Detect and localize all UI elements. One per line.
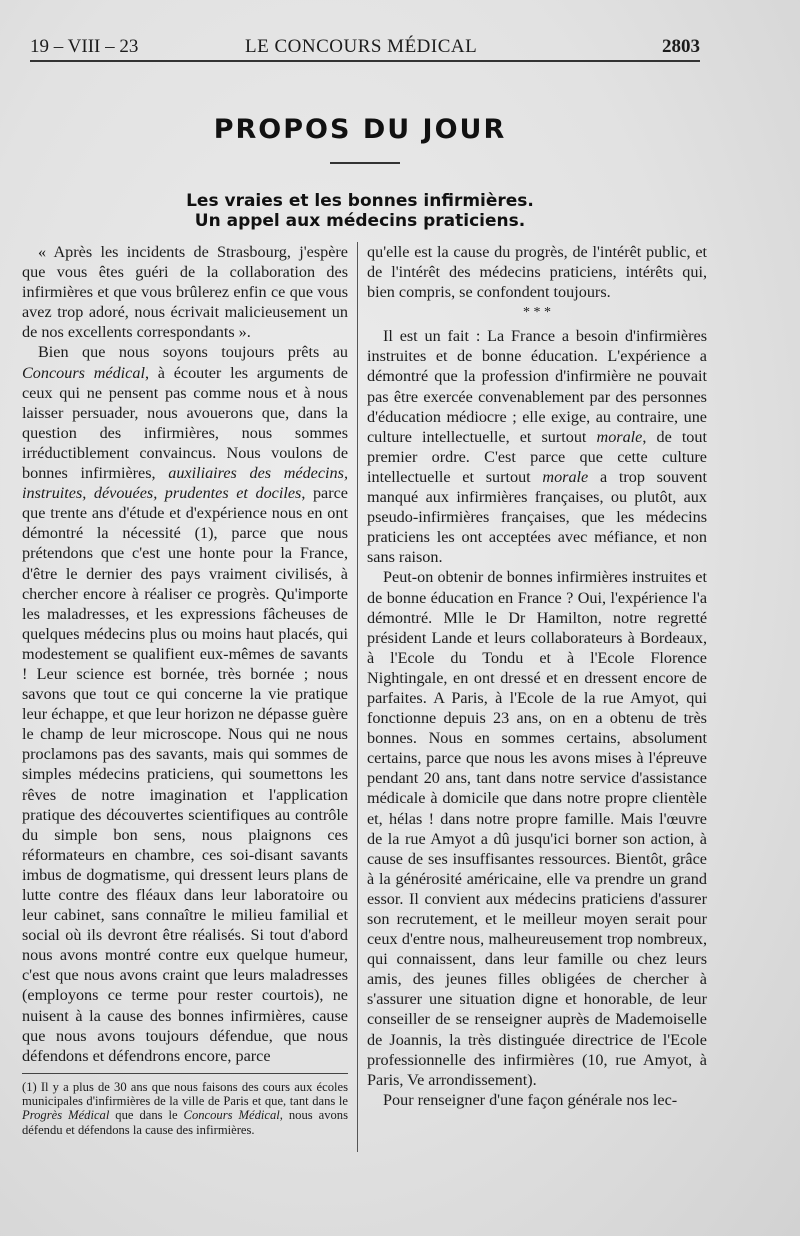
article-subtitle-line-2: Un appel aux médecins praticiens. xyxy=(194,211,526,231)
section-separator: * * * xyxy=(523,305,551,321)
column-divider xyxy=(357,242,358,1152)
journal-name: LE CONCOURS MÉDICAL xyxy=(245,36,478,57)
page-header xyxy=(30,36,700,62)
paragraph: « Après les incidents de Strasbourg, j'espère que vous êtes guéri de la collaboration des infirmières et que vous brûlerez enfin ce que vous avez trop adoré, nous écrivait malicieusement un de nos excellents correspondants ». xyxy=(22,243,348,342)
section-title: PROPOS DU JOUR xyxy=(213,114,507,145)
left-column xyxy=(22,242,348,1066)
right-column xyxy=(367,242,707,1110)
paragraph: qu'elle est la cause du progrès, de l'intérêt public, et de l'intérêt des médecins praticiens, intérêts qui, bien compris, se confondent toujours. xyxy=(367,243,707,302)
title-divider xyxy=(330,162,400,164)
paragraph: Bien que nous soyons toujours prêts au Concours médical, à écouter les arguments de ceux qui ne pensent pas comme nous et à nous laisser persuader, nous avouerons que, dans la question des infirmières, nous sommes irréductiblement convaincus. Nous voulons de bonnes infirmières, auxiliaires des médecins, instruites, dévouées, prudentes et dociles, parce que trente ans d'étude et d'expérience nous en ont démontré la nécessité (1), parce que nous prétendons que c'est une honte pour la France, d'être le dernier des pays vraiment civilisés, à chercher encore à réaliser ce progrès. Qu'importe les maladresses, et les expressions fâcheuses de quelques médecins plus ou moins haut placés, qui modestement se qualifient eux-mêmes de savants ! Leur science est bornée, très bornée ; nous savons que tout ce qui concerne la vie pratique leur échappe, et que leur horizon ne dépasse guère le champ de leur microscope. Nous qui ne nous proclamons pas des savants, mais qui sommes de simples médecins praticiens, qui soumettons les rêves de notre imagination et l'application pratique des découvertes scientifiques au contrôle du simple bon sens, nous plaignons ces réformateurs en chambre, ces soi-disant savants imbus de dogmatisme, qui dressent leurs plans de lutte contre des fléaux dans leur laboratoire ou leur cabinet, sans connaître le milieu familial et social où ils devront être réalisés. Si tout d'abord nous avons montré contre eux quelque humeur, c'est que nous avons craint que leurs maladresses (employons ce terme pour rester courtois), ne nuisent à la cause des bonnes infirmières, cause que nous avons toujours défendue, que nous défendons et défendrons encore, parce xyxy=(22,343,348,1065)
footnote: (1) Il y a plus de 30 ans que nous faisons des cours aux écoles municipales d'infirmières de la ville de Paris et que, tant dans le Progrès Médical que dans le Concours Médical, nous avons défendu et défendons la cause des infirmières. xyxy=(22,1080,348,1137)
article-subtitle-line-1: Les vraies et les bonnes infirmières. xyxy=(186,191,534,211)
issue-date: 19 – VIII – 23 xyxy=(30,36,139,57)
page-number: 2803 xyxy=(662,36,700,57)
footnote-divider xyxy=(22,1073,348,1074)
paragraph: Peut-on obtenir de bonnes infirmières instruites et de bonne éducation en France ? Oui, l'expérience l'a démontré. Mlle le Dr Hamilton, notre regretté président Lande et leurs collaborateurs à Bordeaux, à l'Ecole du Tondu et à l'Ecole Florence Nightingale, en ont dressé et en dressent encore de parfaites. A Paris, à l'Ecole de la rue Amyot, qui fonctionne depuis 23 ans, on en a obtenu de très bonnes. Nous en sommes certains, absolument certains, parce que nous les avons mises à l'épreuve pendant 20 ans, tant dans notre service d'assistance médicale à domicile que dans notre propre clientèle et, hélas ! dans notre propre famille. Mais l'œuvre de la rue Amyot a dû jusqu'ici borner son action, à cause de ses insuffisantes ressources. Bientôt, grâce à la générosité américaine, elle va prendre un grand essor. Il convient aux médecins praticiens d'assurer son recrutement, et le meilleur moyen serait pour ceux d'entre nous, malheureusement trop nombreux, qui connaissent, dans leur famille ou chez leurs amis, des jeunes filles obligées de chercher à s'assurer une situation digne et honorable, de leur conseiller de se renseigner auprès de Mademoiselle de Joannis, la très distinguée directrice de l'Ecole professionnelle des infirmières (10, rue Amyot, à Paris, Ve arrondissement). xyxy=(367,568,707,1089)
paragraph: Pour renseigner d'une façon générale nos lec- xyxy=(383,1090,678,1109)
paragraph: Il est un fait : La France a besoin d'infirmières instruites et de bonne éducation. L'expérience a démontré que la profession d'infirmière ne pouvait pas être exercée convenablement par des personnes d'éducation médiocre ; elle exige, au contraire, une culture intellectuelle, et surtout morale, de tout premier ordre. C'est parce que cette culture intellectuelle et surtout morale a trop souvent manqué aux infirmières françaises, ou plutôt, aux pseudo-infirmières françaises, que les médecins praticiens les ont acceptées avec méfiance, et non sans raison. xyxy=(367,327,707,567)
